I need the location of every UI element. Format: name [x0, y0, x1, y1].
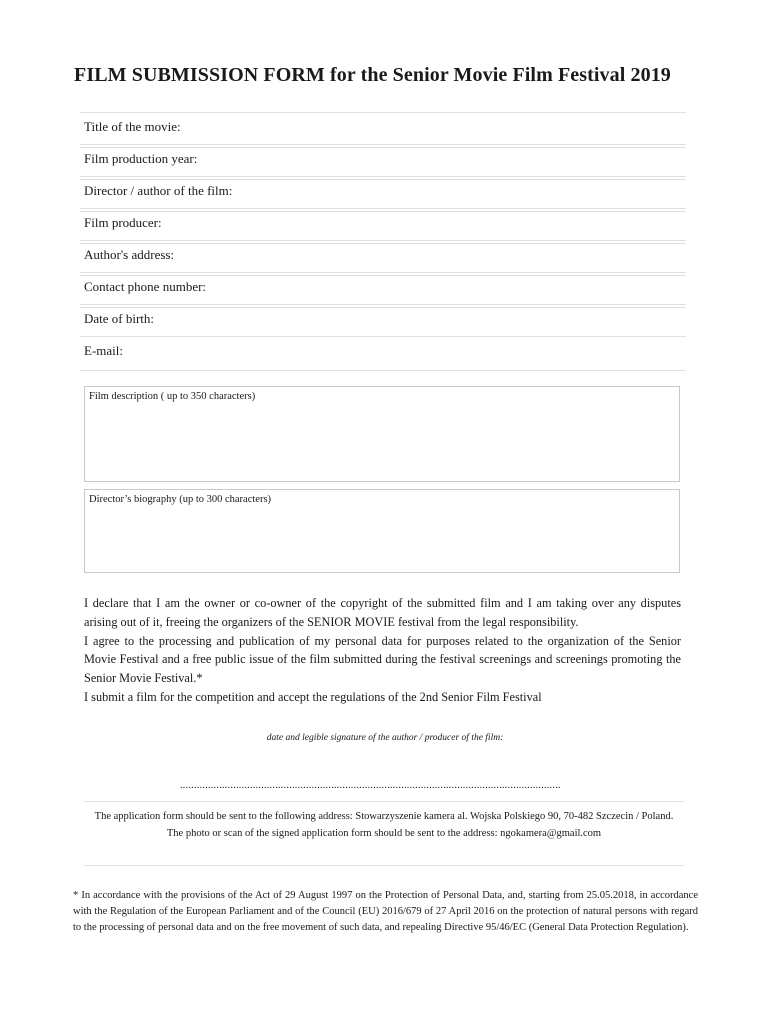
field-email[interactable] — [80, 336, 686, 368]
declaration-regulations: I submit a film for the competition and accept the regulations of the 2nd Senior Film Festival — [84, 689, 542, 704]
field-label: Contact phone number: — [84, 279, 207, 294]
page-title: FILM SUBMISSION FORM for the Senior Movie Film Festival 2019 — [74, 64, 671, 86]
field-label: E-mail: — [84, 343, 123, 358]
field-rule — [80, 179, 686, 180]
field-phone[interactable] — [80, 272, 686, 304]
divider — [84, 865, 684, 866]
declaration-data-consent: I agree to the processing and publication of my personal data for purposes related to the organization of the Senior Movie Festival and a free public issue of the film submitted during the festival screenings and screenings promoting the Senior Movie Festival.* — [84, 633, 681, 686]
field-rule — [80, 211, 686, 212]
field-rule — [80, 336, 686, 337]
field-label: Film production year: — [84, 151, 198, 166]
signature-caption: date and legible signature of the author / producer of the film: — [266, 733, 504, 743]
field-rule — [80, 144, 686, 145]
field-label: Director / author of the film: — [84, 183, 233, 198]
field-rule — [80, 112, 686, 113]
director-biography-box[interactable] — [84, 489, 680, 573]
divider — [84, 801, 684, 802]
field-title-of-movie[interactable] — [80, 112, 686, 144]
mailing-instructions — [84, 808, 684, 842]
field-rule — [80, 307, 686, 308]
field-rule — [80, 304, 686, 305]
film-description-label: Film description ( up to 350 characters) — [89, 391, 256, 402]
field-date-of-birth[interactable] — [80, 304, 686, 336]
field-rule — [80, 243, 686, 244]
field-rule — [80, 176, 686, 177]
form-fields — [80, 112, 686, 368]
film-description-box[interactable] — [84, 386, 680, 482]
field-producer[interactable] — [80, 208, 686, 240]
field-rule — [80, 208, 686, 209]
field-label: Author's address: — [84, 247, 175, 262]
field-label: Title of the movie: — [84, 119, 181, 134]
declaration-text — [84, 594, 681, 707]
field-rule — [80, 240, 686, 241]
signature-line[interactable]: ........................................................................................................................................ — [180, 780, 561, 791]
field-author-address[interactable] — [80, 240, 686, 272]
field-rule — [80, 147, 686, 148]
divider — [80, 370, 686, 371]
field-production-year[interactable] — [80, 144, 686, 176]
director-biography-label: Director’s biography (up to 300 characters) — [89, 494, 272, 505]
field-rule — [80, 275, 686, 276]
field-label: Film producer: — [84, 215, 162, 230]
postal-address: The application form should be sent to the following address: Stowarzyszenie kamera al. Wojska Polskiego 90, 70-482 Szczecin / Poland. — [94, 811, 674, 822]
declaration-copyright: I declare that I am the owner or co-owner of the copyright of the submitted film and I am taking over any disputes arising out of it, freeing the organizers of the SENIOR MOVIE festival from the legal responsibility. — [84, 596, 681, 629]
field-label: Date of birth: — [84, 311, 155, 326]
field-rule — [80, 272, 686, 273]
footnote: * In accordance with the provisions of the Act of 29 August 1997 on the Protection of Personal Data, and, starting from 25.05.2018, in accordance with the Regulation of the European Parliament and of the Council (EU) 2016/679 of 27 April 2016 on the protection of natural persons with regard to the processing of personal data and on the free movement of such data, and repealing Directive 95/46/EC (General Data Protection Regulation). — [73, 890, 698, 933]
field-director[interactable] — [80, 176, 686, 208]
email-address-note: The photo or scan of the signed application form should be sent to the address: ngokamera@gmail.com — [166, 828, 602, 839]
